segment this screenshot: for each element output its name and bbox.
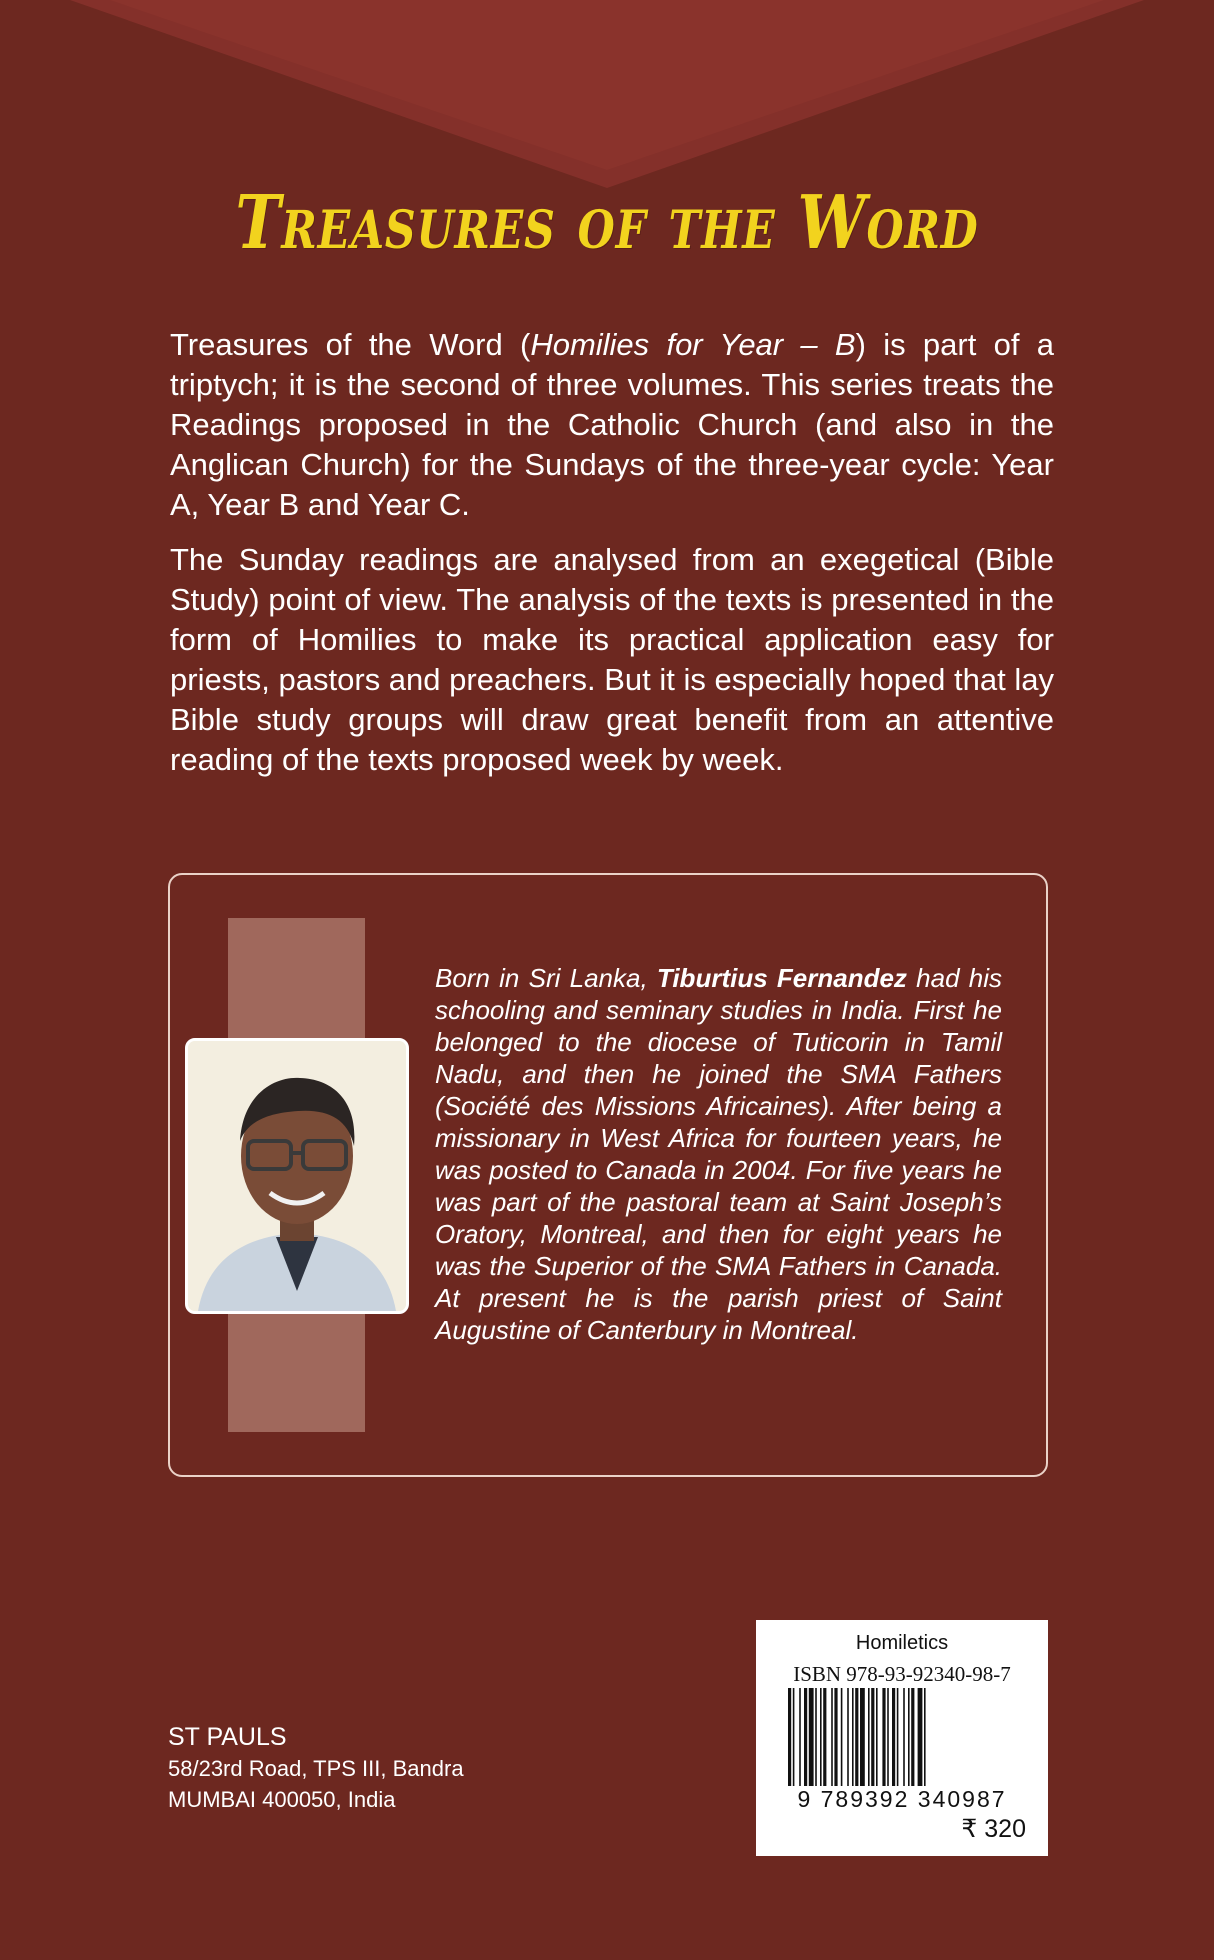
bio-rest: had his schooling and seminary studies in India. First he belonged to the diocese of Tuticorin in Tamil Nadu, and then he joined the SMA Fathers (Société des Missions Africaines). After being a missionary in West Africa for fourteen years, he was posted to Canada in 2004. For five years he was part of the pastoral team at Saint Joseph’s Oratory, Montreal, and then for eight years he was the Superior of the SMA Fathers in Canada. At present he is the parish priest of Saint Augustine of Canterbury in Montreal. <box>435 963 1002 1345</box>
author-bio <box>435 962 1002 1346</box>
top-chevron-decoration <box>0 0 1214 190</box>
blurb-p1-start: Treasures of the Word ( <box>170 327 531 362</box>
price: ₹ 320 <box>961 1815 1026 1843</box>
bio-start: Born in Sri Lanka, <box>435 963 657 993</box>
blurb-paragraph-2: The Sunday readings are analysed from an exegetical (Bible Study) point of view. The analysis of the texts is presented in the form of Homilies to make its practical application easy for priests, pastors and preachers. But it is especially hoped that lay Bible study groups will draw great benefit from an attentive reading of the texts proposed week by week. <box>170 542 1054 777</box>
publisher-block <box>168 1722 464 1815</box>
author-portrait-icon <box>188 1041 406 1311</box>
barcode-category: Homiletics <box>855 1632 949 1654</box>
publisher-name: ST PAULS <box>168 1723 287 1751</box>
barcode-panel <box>756 1620 1048 1856</box>
isbn-text: ISBN 978-93-92340-98-7 <box>793 1662 1011 1686</box>
barcode-icon <box>788 1688 1016 1786</box>
book-title: Treasures of the Word <box>235 180 979 266</box>
author-name: Tiburtius Fernandez <box>656 963 907 993</box>
blurb-p1-subtitle: Homilies for Year – B <box>530 327 856 362</box>
author-photo <box>185 1038 409 1314</box>
blurb-p1-rest: ) is part of a triptych; it is the second of three volumes. This series treats the Readings proposed in the Catholic Church (and also in the Anglican Church) for the Sundays of the three-year cycle: Year A, Year B and Year C. <box>170 327 1054 522</box>
publisher-address-line-1: 58/23rd Road, TPS III, Bandra <box>168 1756 464 1781</box>
blurb-paragraph-1 <box>170 325 1054 525</box>
publisher-address-line-2: MUMBAI 400050, India <box>168 1787 396 1812</box>
barcode-number: 9 789392 340987 <box>797 1786 1007 1812</box>
